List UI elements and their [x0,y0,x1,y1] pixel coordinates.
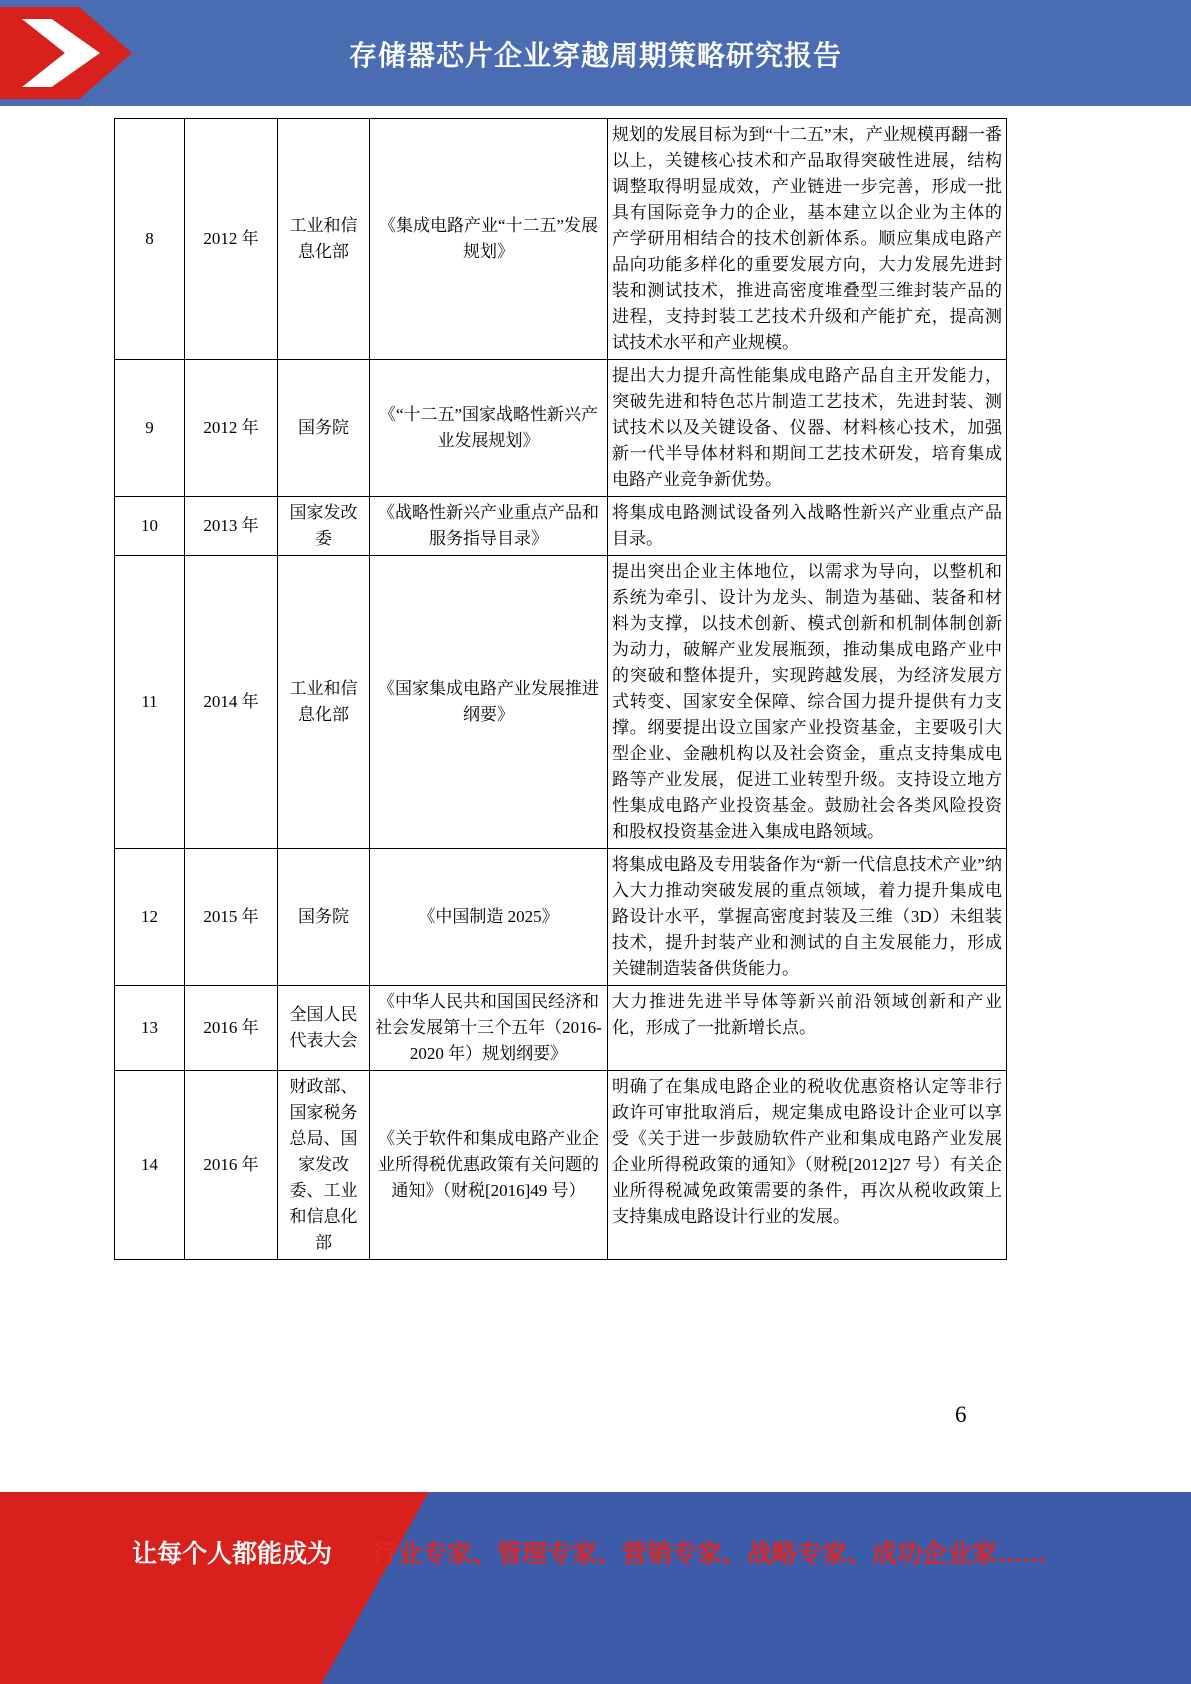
table-row [115,497,1007,556]
cell-description: 将集成电路及专用装备作为“新一代信息技术产业”纳入大力推动突破发展的重点领域，着力提升集成电路设计水平，掌握高密度封装及三维（3D）未组装技术，提升封装产业和测试的自主发展能力，形成关键制造装备供货能力。 [608,849,1007,986]
page-header [0,0,1191,106]
table-row [115,1071,1007,1260]
cell-agency: 国务院 [278,360,370,497]
cell-policy-title: 《中华人民共和国国民经济和社会发展第十三个五年（2016-2020 年）规划纲要》 [370,986,608,1071]
policy-table [114,118,1007,1260]
cell-agency: 国家发改委 [278,497,370,556]
table-row [115,119,1007,360]
cell-description: 提出大力提升高性能集成电路产品自主开发能力，突破先进和特色芯片制造工艺技术，先进封装、测试技术以及关键设备、仪器、材料核心技术，加强新一代半导体材料和期间工艺技术研发，培育集成电路产业竞争新优势。 [608,360,1007,497]
cell-year: 2012 年 [185,360,278,497]
cell-agency: 工业和信息化部 [278,556,370,849]
cell-row-number: 11 [115,556,185,849]
page-number: 6 [955,1402,967,1427]
cell-row-number: 14 [115,1071,185,1260]
report-title: 存储器芯片企业穿越周期策略研究报告 [348,40,842,71]
cell-agency: 全国人民代表大会 [278,986,370,1071]
table-row [115,986,1007,1071]
cell-row-number: 9 [115,360,185,497]
cell-policy-title: 《集成电路产业“十二五”发展规划》 [370,119,608,360]
policy-table-container [114,118,1007,1260]
cell-policy-title: 《国家集成电路产业发展推进纲要》 [370,556,608,849]
cell-policy-title: 《“十二五”国家战略性新兴产业发展规划》 [370,360,608,497]
cell-agency: 财政部、国家税务总局、国家发改委、工业和信息化部 [278,1071,370,1260]
footer-slogan-left: 让每个人都能成为 [132,1540,333,1568]
cell-policy-title: 《战略性新兴产业重点产品和服务指导目录》 [370,497,608,556]
cell-year: 2014 年 [185,556,278,849]
cell-description: 提出突出企业主体地位，以需求为导向，以整机和系统为牵引、设计为龙头、制造为基础、装备和材料为支撑，以技术创新、模式创新和机制体制创新为动力，破解产业发展瓶颈，推动集成电路产业中的突破和整体提升，实现跨越发展，为经济发展方式转变、国家安全保障、综合国力提升提供有力支撑。纲要提出设立国家产业投资基金，主要吸引大型企业、金融机构以及社会资金，重点支持集成电路等产业发展，促进工业转型升级。支持设立地方性集成电路产业投资基金。鼓励社会各类风险投资和股权投资基金进入集成电路领域。 [608,556,1007,849]
cell-row-number: 10 [115,497,185,556]
cell-year: 2015 年 [185,849,278,986]
cell-description: 大力推进先进半导体等新兴前沿领域创新和产业化，形成了一批新增长点。 [608,986,1007,1071]
cell-year: 2012 年 [185,119,278,360]
cell-policy-title: 《关于软件和集成电路产业企业所得税优惠政策有关问题的通知》（财税[2016]49 号） [370,1071,608,1260]
cell-row-number: 12 [115,849,185,986]
cell-year: 2013 年 [185,497,278,556]
cell-year: 2016 年 [185,986,278,1071]
footer-red-shape [0,1492,1191,1684]
cell-description: 规划的发展目标为到“十二五”末，产业规模再翻一番以上，关键核心技术和产品取得突破性进展，结构调整取得明显成效，产业链进一步完善，形成一批具有国际竞争力的企业，基本建立以企业为主体的产学研用相结合的技术创新体系。顺应集成电路产品向功能多样化的重要发展方向，大力发展先进封装和测试技术，推进高密度堆叠型三维封装产品的进程，支持封装工艺技术升级和产能扩充，提高测试技术水平和产业规模。 [608,119,1007,360]
cell-agency: 工业和信息化部 [278,119,370,360]
table-row [115,360,1007,497]
page-footer [0,1492,1191,1684]
cell-policy-title: 《中国制造 2025》 [370,849,608,986]
footer-slogan-right: 行业专家、管理专家、营销专家、战略专家、成功企业家…… [372,1540,1048,1568]
cell-row-number: 8 [115,119,185,360]
cell-row-number: 13 [115,986,185,1071]
cell-agency: 国务院 [278,849,370,986]
cell-description: 明确了在集成电路企业的税收优惠资格认定等非行政许可审批取消后，规定集成电路设计企业可以享受《关于进一步鼓励软件产业和集成电路产业发展企业所得税政策的通知》（财税[2012]27 号）有关企业所得税减免政策需要的条件，再次从税收政策上支持集成电路设计行业的发展。 [608,1071,1007,1260]
cell-description: 将集成电路测试设备列入战略性新兴产业重点产品目录。 [608,497,1007,556]
table-row [115,849,1007,986]
cell-year: 2016 年 [185,1071,278,1260]
table-row [115,556,1007,849]
